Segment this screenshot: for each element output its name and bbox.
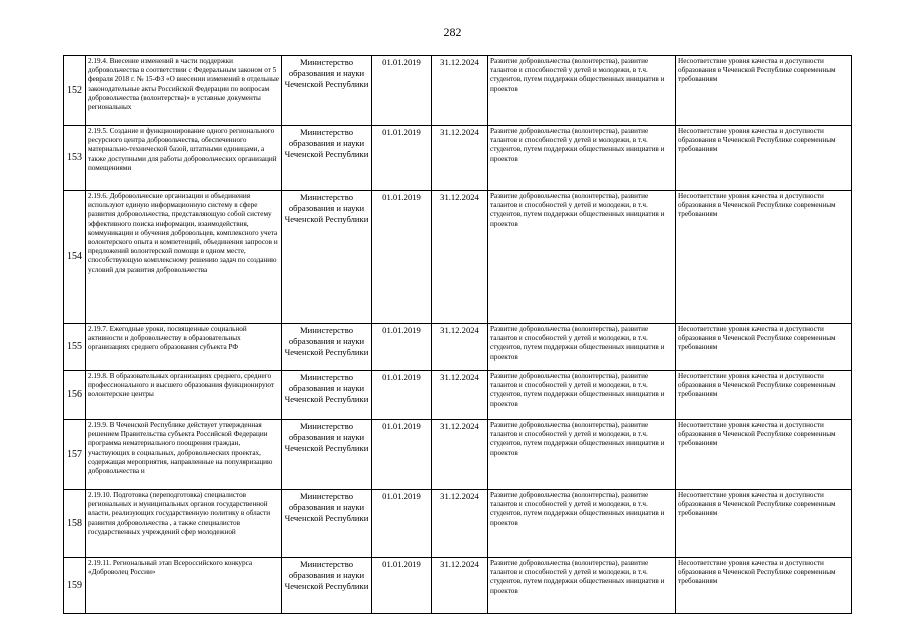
consequence: Несоответствие уровня качества и доступности образования в Чеченской Республике современным требованиям (676, 126, 852, 191)
end-date: 31.12.2024 (432, 420, 488, 490)
start-date: 01.01.2019 (372, 191, 432, 324)
row-number: 156 (64, 371, 86, 420)
event-description: 2.19.6. Добровольческие организации и объединения используют единую информационную систему в сфере развития добровольчества, представляющую собой систему эффективного поиска информации, взаимодействия, коммуникации и обучения добровольцев, комплексного учета волонтерского опыта и компетенций, объединения запросов и предложений волонтерской помощи в одном месте, способствующую комплексному решению задач по созданию условий для развития добровольчества (86, 191, 282, 324)
row-number: 157 (64, 420, 86, 490)
table-row (64, 191, 852, 324)
event-description: 2.19.9. В Чеченской Республике действует утвержденная решением Правительства субъекта Российской Федерации программа нематериального поощрения граждан, участвующих в социальных, добровольческих проектах, содержащая мероприятия, направленные на популяризацию добровольчества и (86, 420, 282, 490)
end-date: 31.12.2024 (432, 191, 488, 324)
start-date: 01.01.2019 (372, 490, 432, 558)
expected-result: Развитие добровольчества (волонтерства), развитие талантов и способностей у детей и молодежи, в т.ч. студентов, путем поддержки общественных инициатив и проектов (488, 558, 676, 614)
start-date: 01.01.2019 (372, 558, 432, 614)
executor: Министерство образования и науки Чеченской Республики (282, 126, 372, 191)
end-date: 31.12.2024 (432, 56, 488, 126)
program-table (63, 55, 852, 614)
start-date: 01.01.2019 (372, 371, 432, 420)
row-number: 158 (64, 490, 86, 558)
expected-result: Развитие добровольчества (волонтерства), развитие талантов и способностей у детей и молодежи, в т.ч. студентов, путем поддержки общественных инициатив и проектов (488, 371, 676, 420)
table-row (64, 126, 852, 191)
table-row (64, 420, 852, 490)
row-number: 153 (64, 126, 86, 191)
start-date: 01.01.2019 (372, 420, 432, 490)
event-description: 2.19.11. Региональный этап Всероссийского конкурса «Доброволец России» (86, 558, 282, 614)
end-date: 31.12.2024 (432, 371, 488, 420)
start-date: 01.01.2019 (372, 56, 432, 126)
executor: Министерство образования и науки Чеченской Республики (282, 324, 372, 371)
event-description: 2.19.5. Создание и функционирование одного регионального ресурсного центра добровольчества, обеспеченного материально-технической базой, штатными единицами, а также доступными для работы добровольческих организаций помещениями (86, 126, 282, 191)
end-date: 31.12.2024 (432, 558, 488, 614)
event-description: 2.19.4. Внесение изменений в части поддержки добровольчества в соответствии с Федеральным законом от 5 февраля 2018 г. № 15-ФЗ «О внесении изменений в отдельные законодательные акты Российской Федерации по вопросам добровольчества (волонтерства)» в уставные документы региональных (86, 56, 282, 126)
consequence: Несоответствие уровня качества и доступности образования в Чеченской Республике современным требованиям (676, 420, 852, 490)
table-row (64, 324, 852, 371)
expected-result: Развитие добровольчества (волонтерства), развитие талантов и способностей у детей и молодежи, в т.ч. студентов, путем поддержки общественных инициатив и проектов (488, 126, 676, 191)
start-date: 01.01.2019 (372, 324, 432, 371)
executor: Министерство образования и науки Чеченской Республики (282, 420, 372, 490)
executor: Министерство образования и науки Чеченской Республики (282, 558, 372, 614)
executor: Министерство образования и науки Чеченской Республики (282, 56, 372, 126)
row-number: 159 (64, 558, 86, 614)
consequence: Несоответствие уровня качества и доступности образования в Чеченской Республике современным требованиям (676, 371, 852, 420)
end-date: 31.12.2024 (432, 126, 488, 191)
end-date: 31.12.2024 (432, 324, 488, 371)
page-number: 282 (443, 25, 462, 39)
consequence: Несоответствие уровня качества и доступности образования в Чеченской Республике современным требованиям (676, 191, 852, 324)
table-row (64, 490, 852, 558)
event-description: 2.19.7. Ежегодные уроки, посвященные социальной активности и добровольчеству в образовательных организациях среднего образования субъекта РФ (86, 324, 282, 371)
executor: Министерство образования и науки Чеченской Республики (282, 490, 372, 558)
event-description: 2.19.10. Подготовка (переподготовка) специалистов региональных и муниципальных органов государственной власти, реализующих государственную политику в области развития добровольчества , а также специалистов государственных учреждений сфер молодежной (86, 490, 282, 558)
expected-result: Развитие добровольчества (волонтерства), развитие талантов и способностей у детей и молодежи, в т.ч. студентов, путем поддержки общественных инициатив и проектов (488, 56, 676, 126)
consequence: Несоответствие уровня качества и доступности образования в Чеченской Республике современным требованиям (676, 490, 852, 558)
row-number: 155 (64, 324, 86, 371)
row-number: 154 (64, 191, 86, 324)
table-row (64, 56, 852, 126)
consequence: Несоответствие уровня качества и доступности образования в Чеченской Республике современным требованиям (676, 558, 852, 614)
consequence: Несоответствие уровня качества и доступности образования в Чеченской Республике современным требованиям (676, 56, 852, 126)
consequence: Несоответствие уровня качества и доступности образования в Чеченской Республике современным требованиям (676, 324, 852, 371)
end-date: 31.12.2024 (432, 490, 488, 558)
expected-result: Развитие добровольчества (волонтерства), развитие талантов и способностей у детей и молодежи, в т.ч. студентов, путем поддержки общественных инициатив и проектов (488, 420, 676, 490)
row-number: 152 (64, 56, 86, 126)
table-row (64, 558, 852, 614)
executor: Министерство образования и науки Чеченской Республики (282, 191, 372, 324)
expected-result: Развитие добровольчества (волонтерства), развитие талантов и способностей у детей и молодежи, в т.ч. студентов, путем поддержки общественных инициатив и проектов (488, 191, 676, 324)
table-row (64, 371, 852, 420)
start-date: 01.01.2019 (372, 126, 432, 191)
event-description: 2.19.8. В образовательных организациях среднего, среднего профессионального и высшего образования функционируют волонтерские центры (86, 371, 282, 420)
expected-result: Развитие добровольчества (волонтерства), развитие талантов и способностей у детей и молодежи, в т.ч. студентов, путем поддержки общественных инициатив и проектов (488, 324, 676, 371)
executor: Министерство образования и науки Чеченской Республики (282, 371, 372, 420)
expected-result: Развитие добровольчества (волонтерства), развитие талантов и способностей у детей и молодежи, в т.ч. студентов, путем поддержки общественных инициатив и проектов (488, 490, 676, 558)
